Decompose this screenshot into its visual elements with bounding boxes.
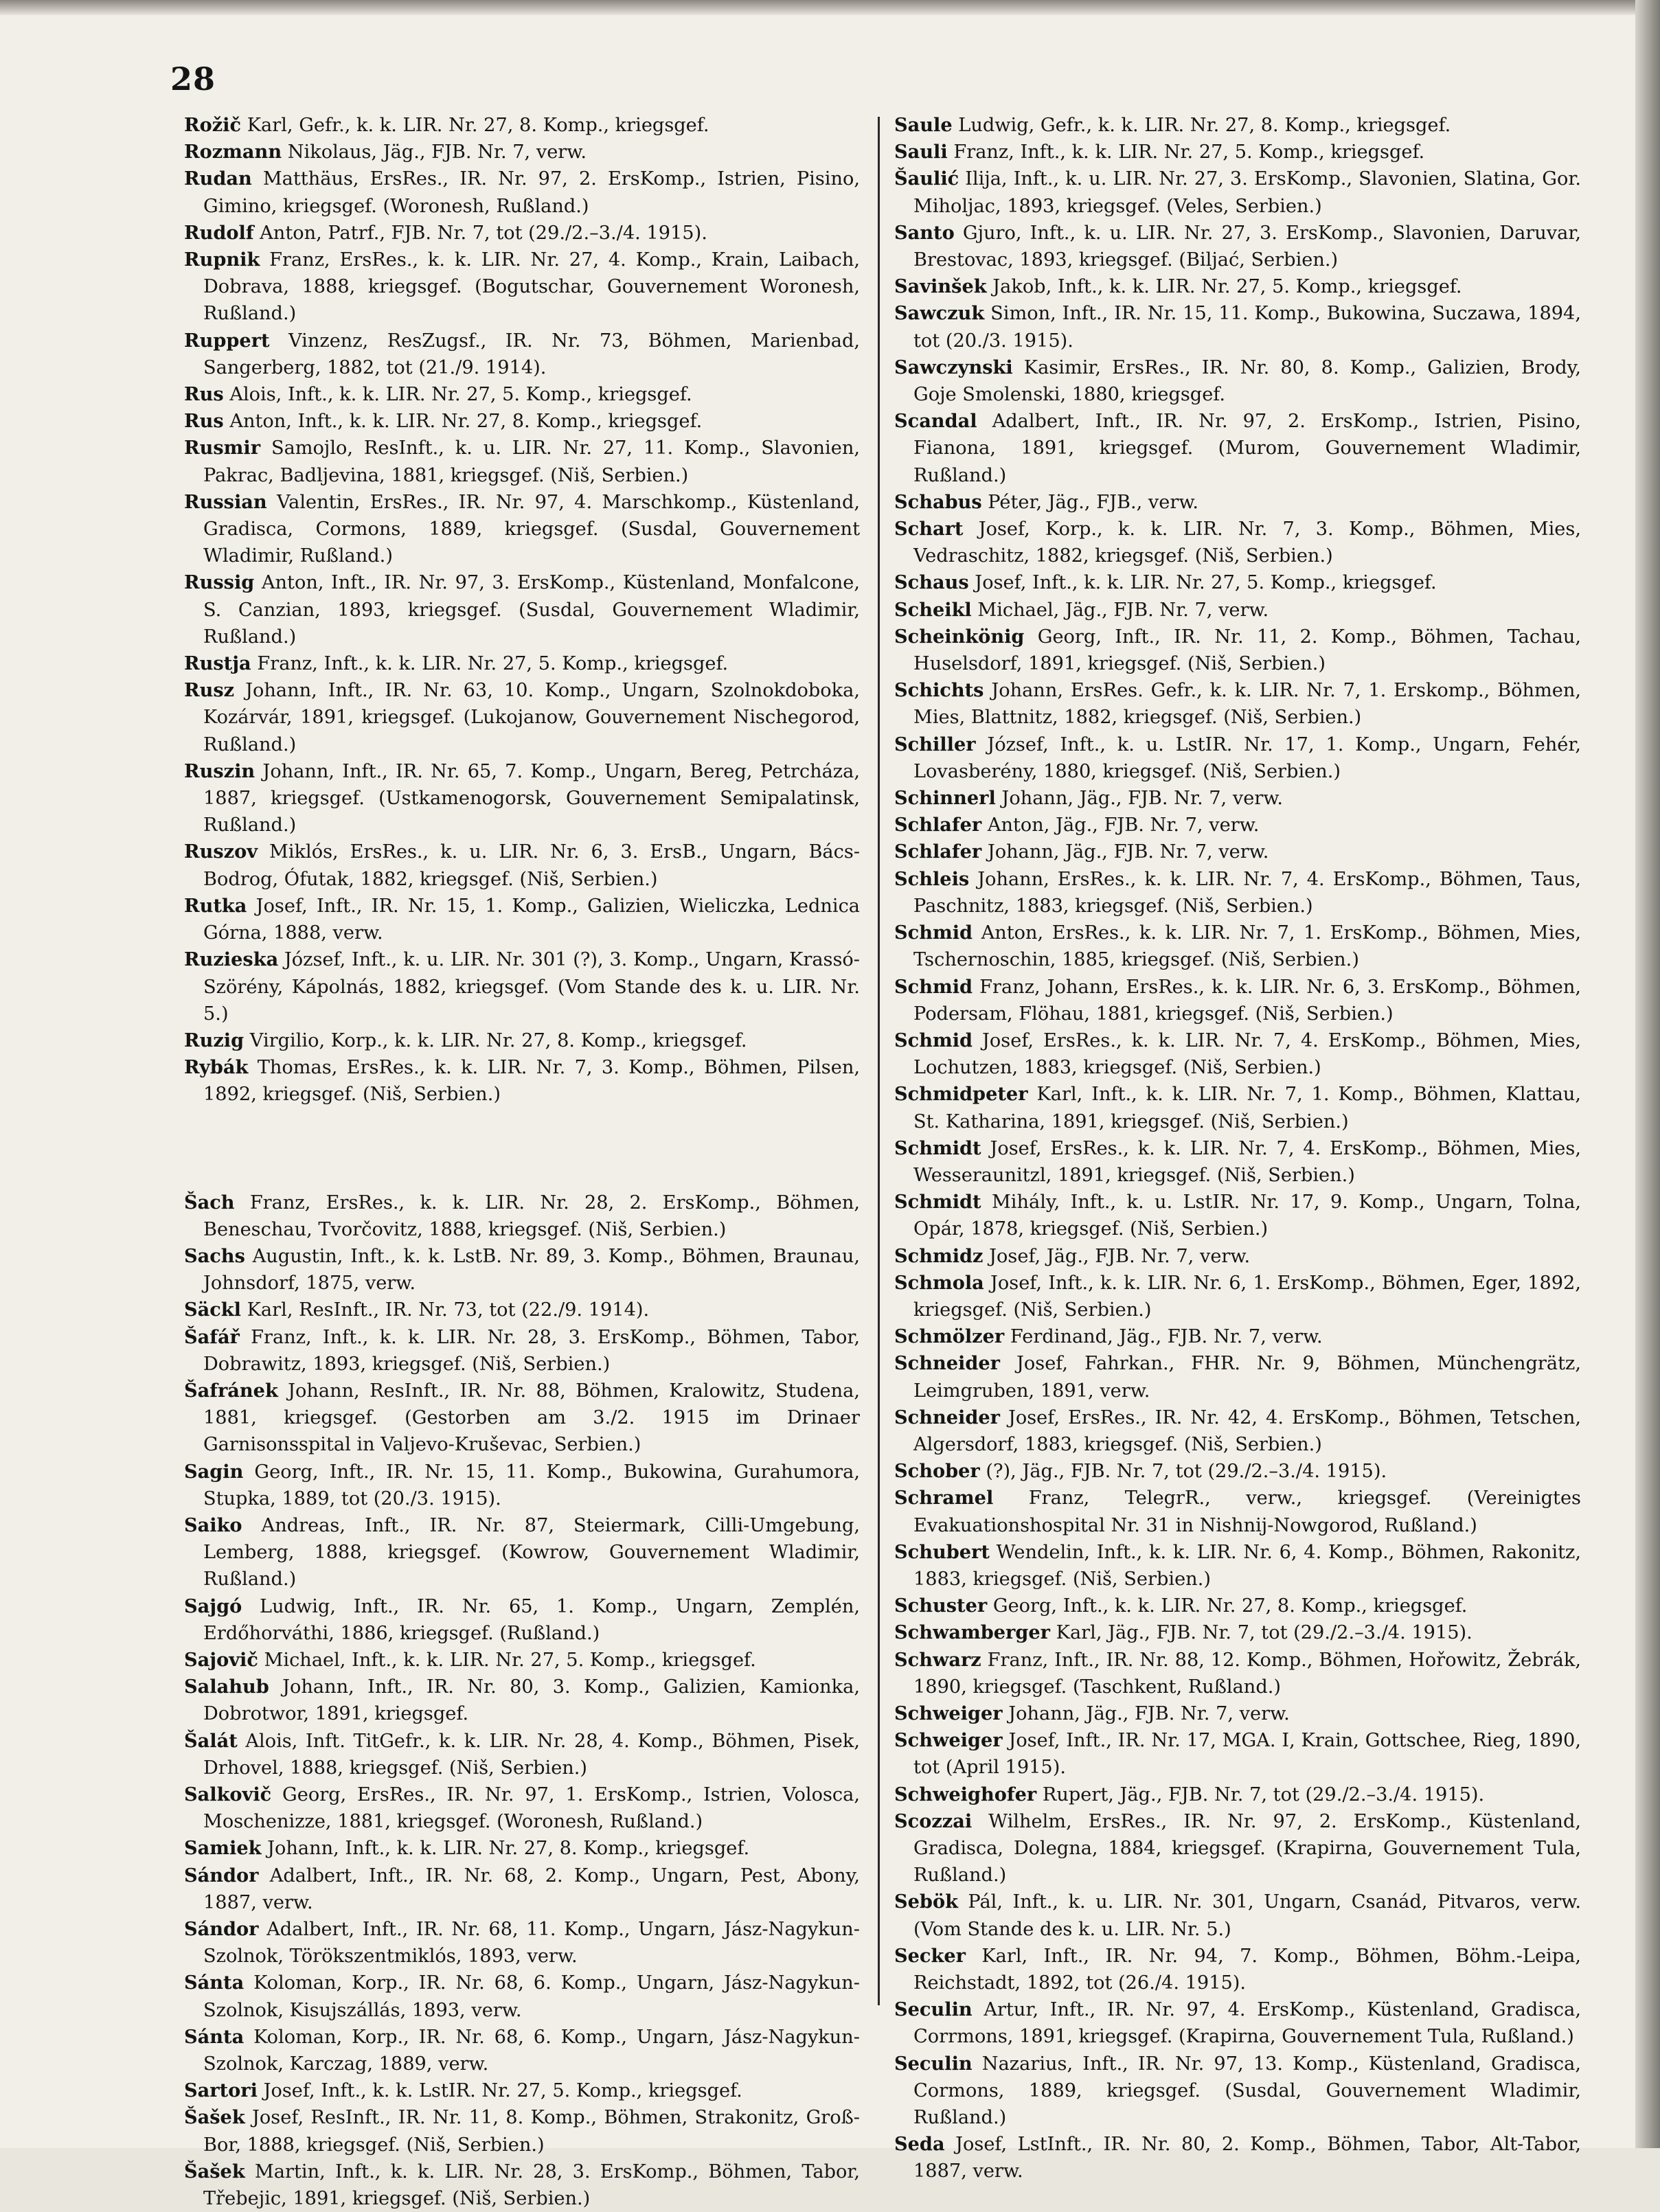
list-entry <box>184 1027 860 1054</box>
entry-surname: Sajgó <box>184 1595 242 1617</box>
entry-surname: Šaulić <box>894 168 959 190</box>
list-entry <box>894 300 1581 354</box>
entry-details: Anton, ErsRes., k. k. LIR. Nr. 7, 1. ErsKomp., Böhmen, Mies, Tschernoschin, 1885, kriegsgef. (Niš, Serbien.) <box>913 922 1581 971</box>
entry-surname: Secker <box>894 1944 966 1967</box>
list-entry <box>894 569 1581 596</box>
right-column <box>894 112 1581 2185</box>
entry-surname: Ruszin <box>184 760 255 782</box>
entry-surname: Sándor <box>184 1864 259 1886</box>
list-entry <box>184 1324 860 1378</box>
entry-details: Josef, ErsRes., IR. Nr. 42, 4. ErsKomp., Böhmen, Tetschen, Algersdorf, 1883, kriegsgef. (Niš, Serbien.) <box>913 1406 1581 1455</box>
list-entry <box>894 597 1581 624</box>
list-entry <box>894 1485 1581 1538</box>
section-gap <box>184 1108 860 1189</box>
entry-surname: Schaus <box>894 571 969 594</box>
list-entry <box>184 1862 860 1916</box>
entry-surname: Santo <box>894 221 955 244</box>
entry-surname: Schneider <box>894 1406 1000 1428</box>
list-entry <box>184 112 860 139</box>
list-entry <box>184 1459 860 1512</box>
entry-details: Johann, Inft., IR. Nr. 65, 7. Komp., Ungarn, Bereg, Petrcháza, 1887, kriegsgef. (Ustkamenogorsk, Gouvernement Semipalatinsk, Rußland.) <box>203 760 860 836</box>
entry-details: Johann, ErsRes., k. k. LIR. Nr. 7, 4. ErsKomp., Böhmen, Taus, Paschnitz, 1883, kriegsgef. (Niš, Serbien.) <box>913 868 1581 917</box>
entry-surname: Schmidpeter <box>894 1083 1028 1106</box>
entry-surname: Sachs <box>184 1244 245 1267</box>
entry-details: Josef, ErsRes., k. k. LIR. Nr. 7, 4. ErsKomp., Böhmen, Mies, Lochutzen, 1883, kriegsgef. (Niš, Serbien.) <box>913 1029 1581 1079</box>
list-entry <box>894 1027 1581 1081</box>
entry-details: Wilhelm, ErsRes., IR. Nr. 97, 2. ErsKomp., Küstenland, Gradisca, Dolegna, 1884, kriegsgef. (Krapirna, Gouvernement Tula, Rußland.) <box>913 1810 1581 1886</box>
entry-surname: Scandal <box>894 410 977 433</box>
list-entry <box>184 650 860 677</box>
entry-surname: Schmid <box>894 975 973 998</box>
list-entry <box>184 2024 860 2077</box>
list-entry <box>894 1350 1581 1404</box>
entry-surname: Schart <box>894 518 964 540</box>
entry-details: Nikolaus, Jäg., FJB. Nr. 7, verw. <box>282 141 587 163</box>
list-entry <box>894 1458 1581 1485</box>
entry-details: Anton, Inft., k. k. LIR. Nr. 27, 8. Komp., kriegsgef. <box>223 411 703 433</box>
entry-surname: Šafránek <box>184 1379 278 1402</box>
entry-details: Adalbert, Inft., IR. Nr. 68, 11. Komp., Ungarn, Jász-Nagykun-Szolnok, Törökszentmiklós, 1893, verw. <box>203 1919 860 1968</box>
entry-surname: Seculin <box>894 1998 973 2021</box>
list-entry <box>894 1081 1581 1134</box>
page-number: 28 <box>170 60 216 98</box>
entry-details: Josef, LstInft., IR. Nr. 80, 2. Komp., Böhmen, Tabor, Alt-Tabor, 1887, verw. <box>913 2134 1581 2182</box>
entry-surname: Savinšek <box>894 275 987 298</box>
entry-surname: Schmid <box>894 1029 973 1051</box>
list-entry <box>894 1619 1581 1646</box>
list-entry <box>184 1593 860 1647</box>
scan-edge-shadow <box>1635 0 1660 2148</box>
entry-surname: Schweiger <box>894 1702 1003 1724</box>
entry-details: Karl, Jäg., FJB. Nr. 7, tot (29./2.–3./4. 1915). <box>1050 1622 1473 1644</box>
entry-details: Andreas, Inft., IR. Nr. 87, Steiermark, Cilli-Umgebung, Lemberg, 1888, kriegsgef. (Kowrow, Gouvernement Wladimir, Rußland.) <box>203 1514 860 1590</box>
list-entry <box>184 1674 860 1727</box>
list-entry <box>184 677 860 758</box>
list-entry <box>894 839 1581 865</box>
list-entry <box>184 839 860 892</box>
entry-details: Karl, ResInft., IR. Nr. 73, tot (22./9. 1914). <box>240 1299 650 1321</box>
entry-details: Josef, Inft., k. k. LIR. Nr. 27, 5. Komp., kriegsgef. <box>968 572 1437 594</box>
entry-details: Franz, Inft., IR. Nr. 88, 12. Komp., Böhmen, Hořowitz, Žebrák, 1890, kriegsgef. (Taschkent, Rußland.) <box>913 1649 1581 1698</box>
entry-details: Josef, Inft., IR. Nr. 15, 1. Komp., Galizien, Wieliczka, Lednica Górna, 1888, verw. <box>203 895 860 944</box>
list-entry <box>184 2158 860 2212</box>
entry-details: Franz, ErsRes., k. k. LIR. Nr. 27, 4. Komp., Krain, Laibach, Dobrava, 1888, kriegsgef. (Bogutschar, Gouvernement Woronesh, Rußland.) <box>203 249 860 325</box>
entry-details: Georg, ErsRes., IR. Nr. 97, 1. ErsKomp., Istrien, Volosca, Moschenizze, 1881, kriegsgef. (Woronesh, Rußland.) <box>203 1783 860 1833</box>
entry-surname: Rusmir <box>184 437 261 459</box>
list-entry <box>894 166 1581 219</box>
list-entry <box>184 1297 860 1323</box>
scan-top-shadow <box>0 0 1660 15</box>
entry-details: Johann, ResInft., IR. Nr. 88, Böhmen, Kralowitz, Studena, 1881, kriegsgef. (Gestorben am 3./2. 1915 im Drinaer Garnisonsspital in Valjevo-Kruševac, Serbien.) <box>203 1380 860 1456</box>
entry-details: Péter, Jäg., FJB., verw. <box>981 491 1199 513</box>
list-entry <box>184 2077 860 2104</box>
list-entry <box>184 1728 860 1781</box>
list-entry <box>894 139 1581 166</box>
list-entry <box>894 974 1581 1027</box>
list-entry <box>184 1970 860 2023</box>
entry-surname: Rustja <box>184 652 251 675</box>
entry-details: Johann, Inft., k. k. LIR. Nr. 27, 8. Komp., kriegsgef. <box>261 1838 750 1860</box>
entry-details: Virgilio, Korp., k. k. LIR. Nr. 27, 8. Komp., kriegsgef. <box>244 1029 747 1051</box>
column-divider <box>878 117 880 2005</box>
entry-details: Georg, Inft., IR. Nr. 15, 11. Komp., Bukowina, Gurahumora, Stupka, 1889, tot (20./3. 1915). <box>203 1461 860 1509</box>
list-entry <box>894 1808 1581 1889</box>
entry-details: Anton, Patrf., FJB. Nr. 7, tot (29./2.–3./4. 1915). <box>253 222 707 244</box>
entry-surname: Schmölzer <box>894 1325 1005 1348</box>
list-entry <box>184 2104 860 2158</box>
list-entry <box>894 731 1581 785</box>
entry-details: Franz, Inft., k. k. LIR. Nr. 28, 3. ErsKomp., Böhmen, Tabor, Dobrawitz, 1893, kriegsgef. (Niš, Serbien.) <box>203 1326 860 1375</box>
entry-surname: Ruppert <box>184 329 270 352</box>
list-entry <box>894 1404 1581 1458</box>
entry-details: Karl, Inft., k. k. LIR. Nr. 7, 1. Komp., Böhmen, Klattau, St. Katharina, 1891, kriegsgef. (Niš, Serbien.) <box>913 1084 1581 1132</box>
list-entry <box>184 381 860 408</box>
entry-details: Koloman, Korp., IR. Nr. 68, 6. Komp., Ungarn, Jász-Nagykun-Szolnok, Kisujszállás, 1893, verw. <box>203 1972 860 2021</box>
entry-details: Matthäus, ErsRes., IR. Nr. 97, 2. ErsKomp., Istrien, Pisino, Gimino, kriegsgef. (Woronesh, Rußland.) <box>203 168 860 217</box>
list-entry <box>184 408 860 435</box>
list-entry <box>184 1189 860 1243</box>
entry-surname: Ruszov <box>184 841 258 863</box>
list-entry <box>894 1943 1581 1996</box>
entry-details: Vinzenz, ResZugsf., IR. Nr. 73, Böhmen, Marienbad, Sangerberg, 1882, tot (21./9. 1914). <box>203 330 860 378</box>
entry-surname: Schweiger <box>894 1729 1003 1752</box>
entry-surname: Schober <box>894 1460 980 1483</box>
entry-details: Jakob, Inft., k. k. LIR. Nr. 27, 5. Komp., kriegsgef. <box>986 276 1462 298</box>
entry-surname: Rupnik <box>184 249 260 271</box>
list-entry <box>894 1889 1581 1942</box>
entry-surname: Saule <box>894 114 953 136</box>
list-entry <box>894 1996 1581 2050</box>
entry-surname: Russian <box>184 490 267 513</box>
list-entry <box>894 1700 1581 1727</box>
list-entry <box>184 220 860 247</box>
entry-details: Johann, Inft., IR. Nr. 80, 3. Komp., Galizien, Kamionka, Dobrotwor, 1891, kriegsgef. <box>203 1676 860 1725</box>
entry-details: Thomas, ErsRes., k. k. LIR. Nr. 7, 3. Komp., Böhmen, Pilsen, 1892, kriegsgef. (Niš, Serbien.) <box>203 1057 860 1106</box>
entry-surname: Salahub <box>184 1676 269 1698</box>
entry-details: Michael, Inft., k. k. LIR. Nr. 27, 5. Komp., kriegsgef. <box>258 1649 756 1671</box>
entry-surname: Schmidz <box>894 1244 984 1267</box>
entry-surname: Saiko <box>184 1514 242 1536</box>
list-entry <box>894 1270 1581 1323</box>
entry-details: Franz, Johann, ErsRes., k. k. LIR. Nr. 6, 3. ErsKomp., Böhmen, Podersam, Flöhau, 1881, kriegsgef. (Niš, Serbien.) <box>913 976 1581 1025</box>
entry-surname: Sebök <box>894 1891 958 1913</box>
list-entry <box>894 489 1581 516</box>
entry-details: Anton, Inft., IR. Nr. 97, 3. ErsKomp., Küstenland, Monfalcone, S. Canzian, 1893, kriegsgef. (Susdal, Gouvernement Wladimir, Rußland.) <box>203 572 860 648</box>
list-entry <box>184 1512 860 1593</box>
entry-details: Georg, Inft., IR. Nr. 11, 2. Komp., Böhmen, Tachau, Huselsdorf, 1891, kriegsgef. (Niš, Serbien.) <box>913 626 1581 675</box>
entry-details: Josef, Inft., k. k. LstIR. Nr. 27, 5. Komp., kriegsgef. <box>257 2080 742 2102</box>
list-entry <box>184 1647 860 1674</box>
list-entry <box>894 920 1581 973</box>
list-entry <box>184 1916 860 1970</box>
list-entry <box>894 812 1581 839</box>
entry-details: Valentin, ErsRes., IR. Nr. 97, 4. Marschkomp., Küstenland, Gradisca, Cormons, 1889, kriegsgef. (Susdal, Gouvernement Wladimir, Rußland.) <box>203 491 860 567</box>
entry-surname: Russig <box>184 571 255 594</box>
list-entry <box>894 2051 1581 2132</box>
entry-surname: Salkovič <box>184 1783 272 1805</box>
entry-details: Josef, ResInft., IR. Nr. 11, 8. Komp., Böhmen, Strakonitz, Groß-Bor, 1888, kriegsgef. (Niš, Serbien.) <box>203 2107 860 2156</box>
entry-surname: Säckl <box>184 1299 241 1321</box>
list-entry <box>894 112 1581 139</box>
entry-surname: Rusz <box>184 679 235 702</box>
list-entry <box>894 1323 1581 1350</box>
list-entry <box>184 1054 860 1108</box>
entry-surname: Rožič <box>184 114 242 136</box>
entry-surname: Schleis <box>894 867 970 890</box>
entry-surname: Sajovič <box>184 1648 258 1671</box>
list-entry <box>184 569 860 650</box>
entry-details: Ferdinand, Jäg., FJB. Nr. 7, verw. <box>1004 1326 1323 1348</box>
entry-details: Wendelin, Inft., k. k. LIR. Nr. 6, 4. Komp., Böhmen, Rakonitz, 1883, kriegsgef. (Niš, Serbien.) <box>913 1541 1581 1590</box>
list-entry <box>894 1647 1581 1700</box>
entry-surname: Schlafer <box>894 814 982 836</box>
entry-surname: Sauli <box>894 141 948 163</box>
list-entry <box>184 435 860 488</box>
entry-details: Johann, ErsRes. Gefr., k. k. LIR. Nr. 7, 1. Erskomp., Böhmen, Mies, Blattnitz, 1882, kriegsgef. (Niš, Serbien.) <box>913 680 1581 729</box>
entry-surname: Schmidt <box>894 1137 981 1159</box>
entry-details: Gjuro, Inft., k. u. LIR. Nr. 27, 3. ErsKomp., Slavonien, Daruvar, Brestovac, 1893, kriegsgef. (Biljać, Serbien.) <box>913 222 1581 271</box>
entry-surname: Schubert <box>894 1540 990 1563</box>
entry-details: Josef, Korp., k. k. LIR. Nr. 7, 3. Komp., Böhmen, Mies, Vedraschitz, 1882, kriegsgef. (Niš, Serbien.) <box>913 518 1581 567</box>
list-entry <box>184 1835 860 1862</box>
entry-details: Mihály, Inft., k. u. LstIR. Nr. 17, 9. Komp., Ungarn, Tolna, Opár, 1878, kriegsgef. (Niš, Serbien.) <box>913 1191 1581 1240</box>
entry-surname: Schabus <box>894 490 982 513</box>
list-entry <box>184 893 860 946</box>
entry-surname: Sánta <box>184 2025 245 2048</box>
entry-details: Franz, Inft., k. k. LIR. Nr. 27, 5. Komp., kriegsgef. <box>947 141 1425 163</box>
list-entry <box>184 1378 860 1459</box>
entry-surname: Schwarz <box>894 1648 981 1671</box>
left-column <box>184 112 860 2212</box>
entry-details: Koloman, Korp., IR. Nr. 68, 6. Komp., Ungarn, Jász-Nagykun-Szolnok, Karczag, 1889, verw. <box>203 2026 860 2075</box>
entry-surname: Scheinkönig <box>894 625 1025 648</box>
list-entry <box>894 1539 1581 1593</box>
entry-details: Augustin, Inft., k. k. LstB. Nr. 89, 3. Komp., Böhmen, Braunau, Johnsdorf, 1875, verw. <box>203 1245 860 1295</box>
entry-surname: Rus <box>184 410 224 433</box>
entry-surname: Šalát <box>184 1729 238 1752</box>
list-entry <box>184 166 860 219</box>
entry-surname: Šach <box>184 1191 235 1213</box>
entry-surname: Šašek <box>184 2106 245 2129</box>
entry-surname: Schuster <box>894 1595 988 1617</box>
entry-details: Ilija, Inft., k. u. LIR. Nr. 27, 3. ErsKomp., Slavonien, Slatina, Gor. Miholjac, 1893, kriegsgef. (Veles, Serbien.) <box>913 168 1581 217</box>
entry-surname: Schmidt <box>894 1191 981 1213</box>
entry-surname: Scheikl <box>894 598 972 621</box>
entry-details: József, Inft., k. u. LstIR. Nr. 17, 1. Komp., Ungarn, Fehér, Lovasberény, 1880, kriegsgef. (Niš, Serbien.) <box>913 733 1581 782</box>
list-entry <box>184 1243 860 1297</box>
list-entry <box>894 354 1581 408</box>
entry-details: Johann, Jäg., FJB. Nr. 7, verw. <box>981 841 1269 863</box>
entry-surname: Schichts <box>894 679 984 702</box>
list-entry <box>894 2131 1581 2185</box>
list-entry <box>894 1781 1581 1808</box>
entry-surname: Rybák <box>184 1056 249 1079</box>
entry-surname: Schmola <box>894 1271 984 1294</box>
entry-details: Ludwig, Inft., IR. Nr. 65, 1. Komp., Ungarn, Zemplén, Erdőhorváthi, 1886, kriegsgef. (Rußland.) <box>203 1595 860 1644</box>
entry-details: Karl, Gefr., k. k. LIR. Nr. 27, 8. Komp., kriegsgef. <box>241 115 709 136</box>
list-entry <box>184 328 860 381</box>
list-entry <box>894 1727 1581 1781</box>
entry-surname: Rutka <box>184 894 247 917</box>
list-entry <box>184 489 860 570</box>
entry-surname: Rudolf <box>184 221 254 244</box>
entry-details: Georg, Inft., k. k. LIR. Nr. 27, 8. Komp., kriegsgef. <box>987 1595 1468 1617</box>
entry-details: Pál, Inft., k. u. LIR. Nr. 301, Ungarn, Csanád, Pitvaros, verw. (Vom Stande des k. u. LIR. Nr. 5.) <box>913 1891 1581 1940</box>
entry-details: Kasimir, ErsRes., IR. Nr. 80, 8. Komp., Galizien, Brody, Goje Smolenski, 1880, kriegsgef. <box>913 356 1581 406</box>
list-entry <box>894 220 1581 273</box>
entry-details: Anton, Jäg., FJB. Nr. 7, verw. <box>981 814 1260 836</box>
entry-details: Franz, TelegrR., verw., kriegsgef. (Vereinigtes Evakuationshospital Nr. 31 in Nishnij-Nowgorod, Rußland.) <box>913 1487 1581 1536</box>
list-entry <box>894 1243 1581 1270</box>
entry-surname: Schweighofer <box>894 1783 1037 1805</box>
entry-details: József, Inft., k. u. LIR. Nr. 301 (?), 3. Komp., Ungarn, Krassó-Szörény, Kápolnás, 1882, kriegsgef. (Vom Stande des k. u. LIR. Nr. 5.) <box>203 949 860 1025</box>
entry-surname: Sagin <box>184 1460 244 1483</box>
entry-surname: Šašek <box>184 2160 245 2182</box>
entry-surname: Schmid <box>894 922 973 944</box>
entry-details: Adalbert, Inft., IR. Nr. 97, 2. ErsKomp., Istrien, Pisino, Fianona, 1891, kriegsgef. (Murom, Gouvernement Wladimir, Rußland.) <box>913 411 1581 486</box>
entry-details: Michael, Jäg., FJB. Nr. 7, verw. <box>971 599 1269 621</box>
entry-details: Johann, Jäg., FJB. Nr. 7, verw. <box>995 788 1283 810</box>
entry-surname: Sánta <box>184 1972 245 1994</box>
entry-details: Rupert, Jäg., FJB. Nr. 7, tot (29./2.–3./4. 1915). <box>1036 1783 1485 1805</box>
entry-details: Artur, Inft., IR. Nr. 97, 4. ErsKomp., Küstenland, Gradisca, Corrmons, 1891, kriegsgef. (Krapirna, Gouvernement Tula, Rußland.) <box>913 1999 1581 2048</box>
list-entry <box>894 273 1581 300</box>
list-entry <box>894 624 1581 677</box>
entry-details: Johann, Inft., IR. Nr. 63, 10. Komp., Ungarn, Szolnokdoboka, Kozárvár, 1891, kriegsgef. (Lukojanow, Gouvernement Nischegorod, Rußland.) <box>203 680 860 755</box>
entry-surname: Schneider <box>894 1352 1000 1375</box>
entry-surname: Rozmann <box>184 141 282 163</box>
entry-surname: Scozzai <box>894 1810 973 1832</box>
list-entry <box>894 516 1581 569</box>
entry-details: Johann, Jäg., FJB. Nr. 7, verw. <box>1002 1702 1290 1724</box>
entry-surname: Schinnerl <box>894 787 996 810</box>
entry-details: Josef, ErsRes., k. k. LIR. Nr. 7, 4. ErsKomp., Böhmen, Mies, Wesseraunitzl, 1891, kriegsgef. (Niš, Serbien.) <box>913 1137 1581 1186</box>
entry-details: Karl, Inft., IR. Nr. 94, 7. Komp., Böhmen, Böhm.-Leipa, Reichstadt, 1892, tot (26./4. 1915). <box>913 1945 1581 1994</box>
list-entry <box>894 866 1581 920</box>
list-entry <box>894 1189 1581 1242</box>
entry-details: Alois, Inft. TitGefr., k. k. LIR. Nr. 28, 4. Komp., Böhmen, Pisek, Drhovel, 1888, kriegsgef. (Niš, Serbien.) <box>203 1730 860 1779</box>
entry-surname: Sartori <box>184 2079 258 2102</box>
list-entry <box>184 247 860 328</box>
entry-surname: Schramel <box>894 1487 994 1509</box>
entry-surname: Sawczynski <box>894 356 1013 378</box>
entry-details: Samojlo, ResInft., k. u. LIR. Nr. 27, 11. Komp., Slavonien, Pakrac, Badljevina, 1881, kriegsgef. (Niš, Serbien.) <box>203 437 860 486</box>
entry-surname: Seculin <box>894 2052 973 2075</box>
entry-surname: Sawczuk <box>894 302 985 325</box>
entry-surname: Schwamberger <box>894 1621 1051 1644</box>
entry-details: Franz, ErsRes., k. k. LIR. Nr. 28, 2. ErsKomp., Böhmen, Beneschau, Tvorčovitz, 1888, kriegsgef. (Niš, Serbien.) <box>203 1191 860 1240</box>
entry-details: (?), Jäg., FJB. Nr. 7, tot (29./2.–3./4. 1915). <box>979 1461 1387 1483</box>
entry-details: Josef, Fahrkan., FHR. Nr. 9, Böhmen, Münchengrätz, Leimgruben, 1891, verw. <box>913 1353 1581 1402</box>
entry-surname: Samiek <box>184 1837 262 1860</box>
entry-surname: Seda <box>894 2133 945 2156</box>
entry-details: Simon, Inft., IR. Nr. 15, 11. Komp., Bukowina, Suczawa, 1894, tot (20./3. 1915). <box>913 303 1581 352</box>
list-entry <box>894 1135 1581 1189</box>
list-entry <box>894 785 1581 812</box>
entry-details: Josef, Inft., IR. Nr. 17, MGA. I, Krain, Gottschee, Rieg, 1890, tot (April 1915). <box>913 1730 1581 1779</box>
list-entry <box>894 677 1581 731</box>
entry-details: Ludwig, Gefr., k. k. LIR. Nr. 27, 8. Komp., kriegsgef. <box>952 115 1451 136</box>
list-entry <box>894 1593 1581 1619</box>
entry-surname: Rus <box>184 383 224 406</box>
entry-details: Franz, Inft., k. k. LIR. Nr. 27, 5. Komp., kriegsgef. <box>251 653 729 675</box>
entry-surname: Rudan <box>184 168 252 190</box>
list-entry <box>184 758 860 839</box>
list-entry <box>184 946 860 1027</box>
entry-surname: Sándor <box>184 1918 259 1940</box>
entry-details: Alois, Inft., k. k. LIR. Nr. 27, 5. Komp., kriegsgef. <box>223 384 692 406</box>
entry-details: Nazarius, Inft., IR. Nr. 97, 13. Komp., Küstenland, Gradisca, Cormons, 1889, kriegsgef. (Susdal, Gouvernement Wladimir, Rußland.) <box>913 2053 1581 2129</box>
entry-details: Josef, Jäg., FJB. Nr. 7, verw. <box>983 1245 1251 1267</box>
entry-surname: Ruzieska <box>184 948 279 971</box>
entry-surname: Ruzig <box>184 1029 245 1051</box>
entry-details: Miklós, ErsRes., k. u. LIR. Nr. 6, 3. ErsB., Ungarn, Bács-Bodrog, Ófutak, 1882, kriegsgef. (Niš, Serbien.) <box>203 841 860 890</box>
entry-surname: Schlafer <box>894 841 982 863</box>
entry-details: Adalbert, Inft., IR. Nr. 68, 2. Komp., Ungarn, Pest, Abony, 1887, verw. <box>203 1865 860 1913</box>
entry-details: Josef, Inft., k. k. LIR. Nr. 6, 1. ErsKomp., Böhmen, Eger, 1892, kriegsgef. (Niš, Serbien.) <box>913 1272 1581 1321</box>
list-entry <box>184 1781 860 1835</box>
list-entry <box>184 139 860 166</box>
entry-surname: Šafář <box>184 1325 240 1348</box>
entry-surname: Schiller <box>894 733 976 755</box>
list-entry <box>894 408 1581 489</box>
entry-details: Martin, Inft., k. k. LIR. Nr. 28, 3. ErsKomp., Böhmen, Tabor, Třebejic, 1891, kriegsgef. (Niš, Serbien.) <box>203 2160 860 2210</box>
